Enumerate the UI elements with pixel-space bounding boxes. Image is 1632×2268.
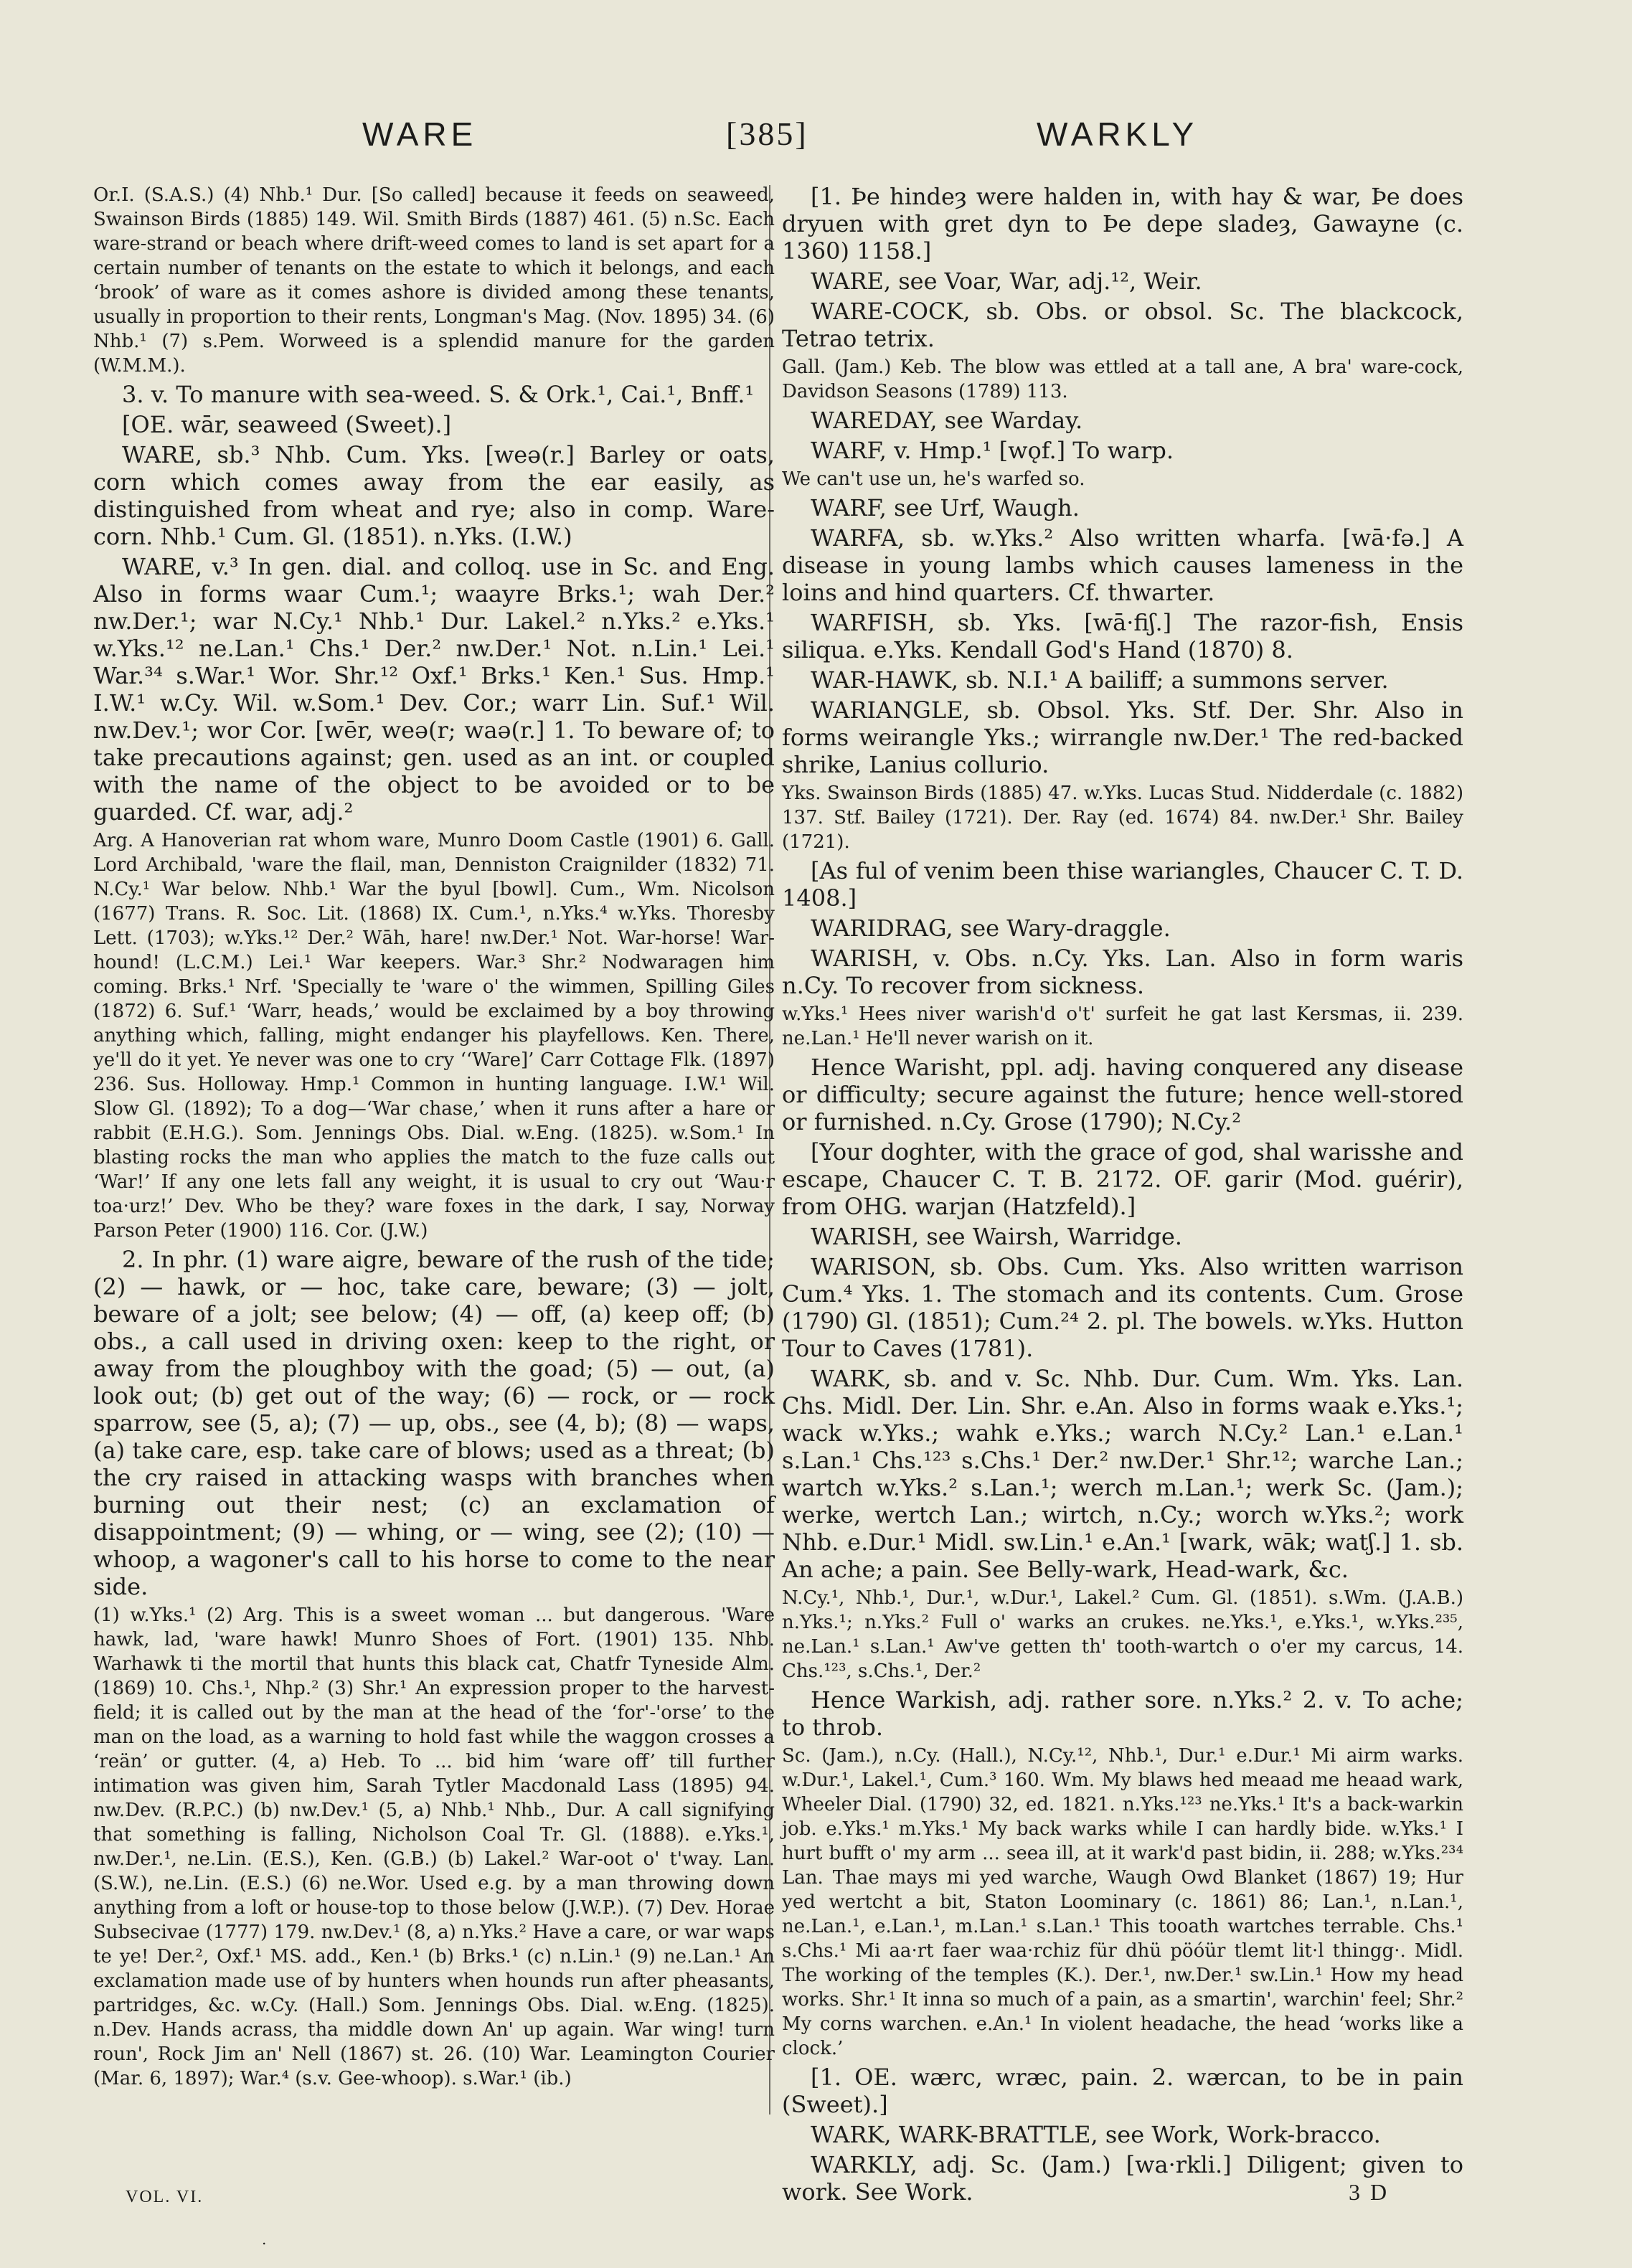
citation-paragraph: N.Cy.¹, Nhb.¹, Dur.¹, w.Dur.¹, Lakel.² Cum. Gl. (1851). s.Wm. (J.A.B.) n.Yks.¹; n.Yks.² Full o' warks an crukes. ne.Yks.¹, e.Yks.¹, w.Yks.²³⁵, ne.Lan.¹ s.Lan.¹ Aw've getten th' tooth-wartch o o'er my carcus, 14. Chs.¹²³, s.Chs.¹, Der.² [782, 1587, 1463, 1682]
entry-paragraph: WARISH, see Wairsh, Warridge. [811, 1223, 1182, 1250]
entry-paragraph: [1. OE. wærc, wræc, pain. 2. wærcan, to be in pain (Sweet).] [782, 2064, 1463, 2118]
entry-paragraph: [Your doghter, with the grace of god, shal warisshe and escape, Chaucer C. T. B. 2172. OF. garir (Mod. guérir), from OHG. warjan (Hatzfeld).] [782, 1138, 1463, 1220]
right-column [782, 183, 1463, 2208]
footer-dot: . [262, 2231, 267, 2248]
entry-paragraph: WARIDRAG, see Wary-draggle. [811, 915, 1171, 942]
page-header [0, 115, 1632, 172]
entry-paragraph: WARISH, v. Obs. n.Cy. Yks. Lan. Also in form waris n.Cy. To recover from sickness. [782, 945, 1463, 999]
left-running-headword: WARE [362, 115, 478, 153]
citation-paragraph: Arg. A Hanoverian rat whom ware, Munro Doom Castle (1901) 6. Gall. Lord Archibald, 'ware the flail, man, Denniston Craignilder (1832) 71. N.Cy.¹ War below. Nhb.¹ War the byul [bowl]. Cum., Wm. Nicolson (1677) Trans. R. Soc. Lit. (1868) IX. Cum.¹, n.Yks.⁴ w.Yks. Thoresby Lett. (1703); w.Yks.¹² Der.² Wāh, hare! nw.Der.¹ Not. War-horse! War-hound! (L.C.M.) Lei.¹ War keepers. War.³ Shr.² Nodwaragen him coming. Brks.¹ Nrf. 'Specially te 'ware o' the wimmen, Spilling Giles (1872) 6. Suf.¹ ‘Warr, heads,’ would be exclaimed by a boy throwing anything which, falling, might endanger his playfellows. Ken. There, ye'll do it yet. Ye never was one to cry ‘‘Ware]’ Carr Cottage Flk. (1897) 236. Sus. Holloway. Hmp.¹ Common in hunting language. I.W.¹ Wil. Slow Gl. (1892); To a dog—‘War chase,’ when it runs after a hare or rabbit (E.H.G.). Som. Jennings Obs. Dial. w.Eng. (1825). w.Som.¹ In blasting rocks the man who applies the match to the fuze calls out ‘War!’ If any one lets fall any weight, it is usual to cry out ‘Wau·r toa·urz!’ Dev. Who be they? ware foxes in the dark, I say, Norway Parson Peter (1900) 116. Cor. (J.W.) [93, 830, 775, 1242]
entry-paragraph: [1. Þe hindeȝ were halden in, with hay & war, Þe does dryuen with gret dyn to Þe depe sladeȝ, Gawayne (c. 1360) 1158.] [782, 183, 1463, 265]
entry-paragraph: 3. v. To manure with sea-weed. S. & Ork.¹, Cai.¹, Bnff.¹ [122, 381, 755, 408]
citation-paragraph: (1) w.Yks.¹ (2) Arg. This is a sweet woman ... but dangerous. 'Ware hawk, lad, 'ware hawk! Munro Shoes of Fort. (1901) 135. Nhb. Warhawk ti the mortil that hunts this black cat, Chatfr Tyneside Alm. (1869) 10. Chs.¹, Nhp.² (3) Shr.¹ An expression proper to the harvest-field; it is called out by the man at the head of the ‘for'-'orse’ to the man on the load, as a warning to hold fast while the waggon crosses a ‘reän’ or gutter. (4, a) Heb. To ... bid him ‘ware off’ till further intimation was given him, Sarah Tytler Macdonald Lass (1895) 94. nw.Dev. (R.P.C.) (b) nw.Dev.¹ (5, a) Nhb.¹ Nhb., Dur. A call signifying that something is falling, Nicholson Coal Tr. Gl. (1888). e.Yks.¹, nw.Der.¹, ne.Lin. (E.S.), Ken. (G.B.) (b) Lakel.² War-oot o' t'way. Lan. (S.W.), ne.Lin. (E.S.) (6) ne.Wor. Used e.g. by a man throwing down anything from a loft or house-top to those below (J.W.P.). (7) Dev. Horae Subsecivae (1777) 179. nw.Dev.¹ (8, a) n.Yks.² Have a care, or war waps te ye! Der.², Oxf.¹ MS. add., Ken.¹ (b) Brks.¹ (c) n.Lin.¹ (9) ne.Lan.¹ An exclamation made use of by hunters when hounds run after pheasants, partridges, &c. w.Cy. (Hall.) Som. Jennings Obs. Dial. w.Eng. (1825). n.Dev. Hands acrass, tha middle down An' up again. War wing! turn roun', Rock Jim an' Nell (1867) st. 26. (10) War. Leamington Courier (Mar. 6, 1897); War.⁴ (s.v. Gee-whoop). s.War.¹ (ib.) [93, 1605, 775, 2089]
signature-mark: 3 D [1349, 2179, 1390, 2205]
entry-paragraph: [As ful of venim been thise wariangles, Chaucer C. T. D. 1408.] [782, 857, 1463, 912]
entry-paragraph: WARK, sb. and v. Sc. Nhb. Dur. Cum. Wm. Yks. Lan. Chs. Midl. Der. Lin. Shr. e.An. Also in forms waak e.Yks.¹; wack w.Yks.; wahk e.Yks.; warch N.Cy.² Lan.¹ e.Lan.¹ s.Lan.¹ Chs.¹²³ s.Chs.¹ Der.² nw.Der.¹ Shr.¹²; warche Lan.; wartch w.Yks.² s.Lan.¹; werch m.Lan.¹; werk Sc. (Jam.); werke, wertch Lan.; wirtch, n.Cy.; worch w.Yks.²; work Nhb. e.Dur.¹ Midl. sw.Lin.¹ e.An.¹ [wark, wāk; watʃ.] 1. sb. An ache; a pain. See Belly-wark, Head-wark, &c. [782, 1365, 1463, 1583]
entry-paragraph: 2. In phr. (1) ware aigre, beware of the rush of the tide; (2) — hawk, or — hoc, take care, beware; (3) — jolt, beware of a jolt; see below; (4) — off, (a) keep off; (b) obs., a call used in driving oxen: keep to the right, or away from the ploughboy with the goad; (5) — out, (a) look out; (b) get out of the way; (6) — rock, or — rock sparrow, see (5, a); (7) — up, obs., see (4, b); (8) — waps, (a) take care, esp. take care of blows; used as a threat; (b) the cry raised in attacking wasps with branches when burning out their nest; (c) an exclamation of disappointment; (9) — whing, or — wing, see (2); (10) — whoop, a wagoner's call to his horse to come to the near side. [93, 1246, 775, 1600]
citation-paragraph: Yks. Swainson Birds (1885) 47. w.Yks. Lucas Stud. Nidderdale (c. 1882) 137. Stf. Bailey (1721). Der. Ray (ed. 1674) 84. nw.Der.¹ Shr. Bailey (1721). [782, 783, 1463, 853]
entry-paragraph: WARISON, sb. Obs. Cum. Yks. Also written warrison Cum.⁴ Yks. 1. The stomach and its contents. Cum. Grose (1790) Gl. (1851); Cum.²⁴ 2. pl. The bowels. w.Yks. Hutton Tour to Caves (1781). [782, 1253, 1463, 1362]
entry-paragraph: [OE. wār, seaweed (Sweet).] [122, 411, 452, 438]
citation-paragraph: Sc. (Jam.), n.Cy. (Hall.), N.Cy.¹², Nhb.¹, Dur.¹ e.Dur.¹ Mi airm warks. w.Dur.¹, Lakel.¹, Cum.³ 160. Wm. My blaws hed meaad me heaad wark, Wheeler Dial. (1790) 32, ed. 1821. n.Yks.¹²³ ne.Yks.¹ It's a back-warkin job. e.Yks.¹ m.Yks.¹ My back warks while I can hardly bide. w.Yks.¹ I hurt bufft o' my arm ... seea ill, at it wark'd past bidin, ii. 288; w.Yks.²³⁴ Lan. Thae mays mi yed warche, Waugh Owd Blanket (1867) 19; Hur yed wertcht a bit, Staton Loominary (c. 1861) 86; Lan.¹, n.Lan.¹, ne.Lan.¹, e.Lan.¹, m.Lan.¹ s.Lan.¹ This tooath wartches terrable. Chs.¹ s.Chs.¹ Mi aa·rt faer waa·rchiz für dhü pöóür tlemt lit·l thingg·. Midl. The working of the temples (K.). Der.¹, nw.Der.¹ sw.Lin.¹ How my head works. Shr.¹ It inna so much of a pain, as a smartin', warchin' feel; Shr.² My corns warchen. e.An.¹ In violent headache, the head ‘works like a clock.’ [782, 1745, 1463, 2059]
citation-paragraph: We can't use un, he's warfed so. [782, 468, 1085, 490]
entry-paragraph: WARKLY, adj. Sc. (Jam.) [wa·rkli.] Diligent; given to work. See Work. [782, 2151, 1463, 2206]
left-column [93, 183, 775, 2094]
entry-paragraph: WARE, sb.³ Nhb. Cum. Yks. [weə(r.] Barley or oats, corn which comes away from the ear easily, as distinguished from wheat and rye; also in comp. Ware-corn. Nhb.¹ Cum. Gl. (1851). n.Yks. (I.W.) [93, 441, 775, 550]
entry-paragraph: WAREDAY, see Warday. [811, 407, 1083, 434]
citation-paragraph: w.Yks.¹ Hees niver warish'd o't' surfeit he gat last Kersmas, ii. 239. ne.Lan.¹ He'll never warish on it. [782, 1003, 1463, 1049]
entry-paragraph: WARIANGLE, sb. Obsol. Yks. Stf. Der. Shr. Also in forms weirangle Yks.; wirrangle nw.Der.¹ The red-backed shrike, Lanius collurio. [782, 696, 1463, 778]
entry-paragraph: Hence Warisht, ppl. adj. having conquered any disease or difficulty; secure against the future; hence well-stored or furnished. n.Cy. Grose (1790); N.Cy.² [782, 1054, 1463, 1135]
citation-paragraph: Or.I. (S.A.S.) (4) Nhb.¹ Dur. [So called] because it feeds on seaweed, Swainson Birds (1885) 149. Wil. Smith Birds (1887) 461. (5) n.Sc. Each ware-strand or beach where drift-weed comes to land is set apart for a certain number of tenants on the estate to which it belongs, and each ‘brook’ of ware as it comes ashore is divided among these tenants, usually in proportion to their rents, Longman's Mag. (Nov. 1895) 34. (6) Nhb.¹ (7) s.Pem. Worweed is a splendid manure for the garden (W.M.M.). [93, 184, 775, 377]
entry-paragraph: WARFA, sb. w.Yks.² Also written wharfa. [wā·fə.] A disease in young lambs which causes lameness in the loins and hind quarters. Cf. thwarter. [782, 524, 1463, 606]
entry-paragraph: WAR-HAWK, sb. N.I.¹ A bailiff; a summons server. [811, 666, 1389, 694]
entry-paragraph: WARE, see Voar, War, adj.¹², Weir. [811, 268, 1202, 295]
entry-paragraph: WARE-COCK, sb. Obs. or obsol. Sc. The blackcock, Tetrao tetrix. [782, 298, 1463, 352]
entry-paragraph: WARK, WARK-BRATTLE, see Work, Work-bracco. [811, 2121, 1381, 2148]
entry-paragraph: WARF, see Urf, Waugh. [811, 494, 1080, 521]
right-running-headword: WARKLY [1037, 115, 1199, 153]
page-number: [385] [726, 115, 808, 152]
citation-paragraph: Gall. (Jam.) Keb. The blow was ettled at a tall ane, A bra' ware-cock, Davidson Seasons (1789) 113. [782, 356, 1463, 402]
entry-paragraph: WARF, v. Hmp.¹ [wǫf.] To warp. [811, 437, 1174, 464]
entry-paragraph: WARE, v.³ In gen. dial. and colloq. use in Sc. and Eng. Also in forms waar Cum.¹; waayre Brks.¹; wah Der.² nw.Der.¹; war N.Cy.¹ Nhb.¹ Dur. Lakel.² n.Yks.² e.Yks.¹ w.Yks.¹² ne.Lan.¹ Chs.¹ Der.² nw.Der.¹ Not. n.Lin.¹ Lei.¹ War.³⁴ s.War.¹ Wor. Shr.¹² Oxf.¹ Brks.¹ Ken.¹ Sus. Hmp.¹ I.W.¹ w.Cy. Wil. w.Som.¹ Dev. Cor.; warr Lin. Suf.¹ Wil. nw.Dev.¹; wor Cor. [wēr, weə(r; waə(r.] 1. To beware of; to take precautions against; gen. used as an int. or coupled with the name of the object to be avoided or to be guarded. Cf. war, adj.² [93, 553, 775, 826]
entry-paragraph: Hence Warkish, adj. rather sore. n.Yks.² 2. v. To ache; to throb. [782, 1686, 1463, 1741]
entry-paragraph: WARFISH, sb. Yks. [wā·fiʃ.] The razor-fish, Ensis siliqua. e.Yks. Kendall God's Hand (1870) 8. [782, 609, 1463, 663]
volume-label: VOL. VI. [126, 2188, 204, 2206]
